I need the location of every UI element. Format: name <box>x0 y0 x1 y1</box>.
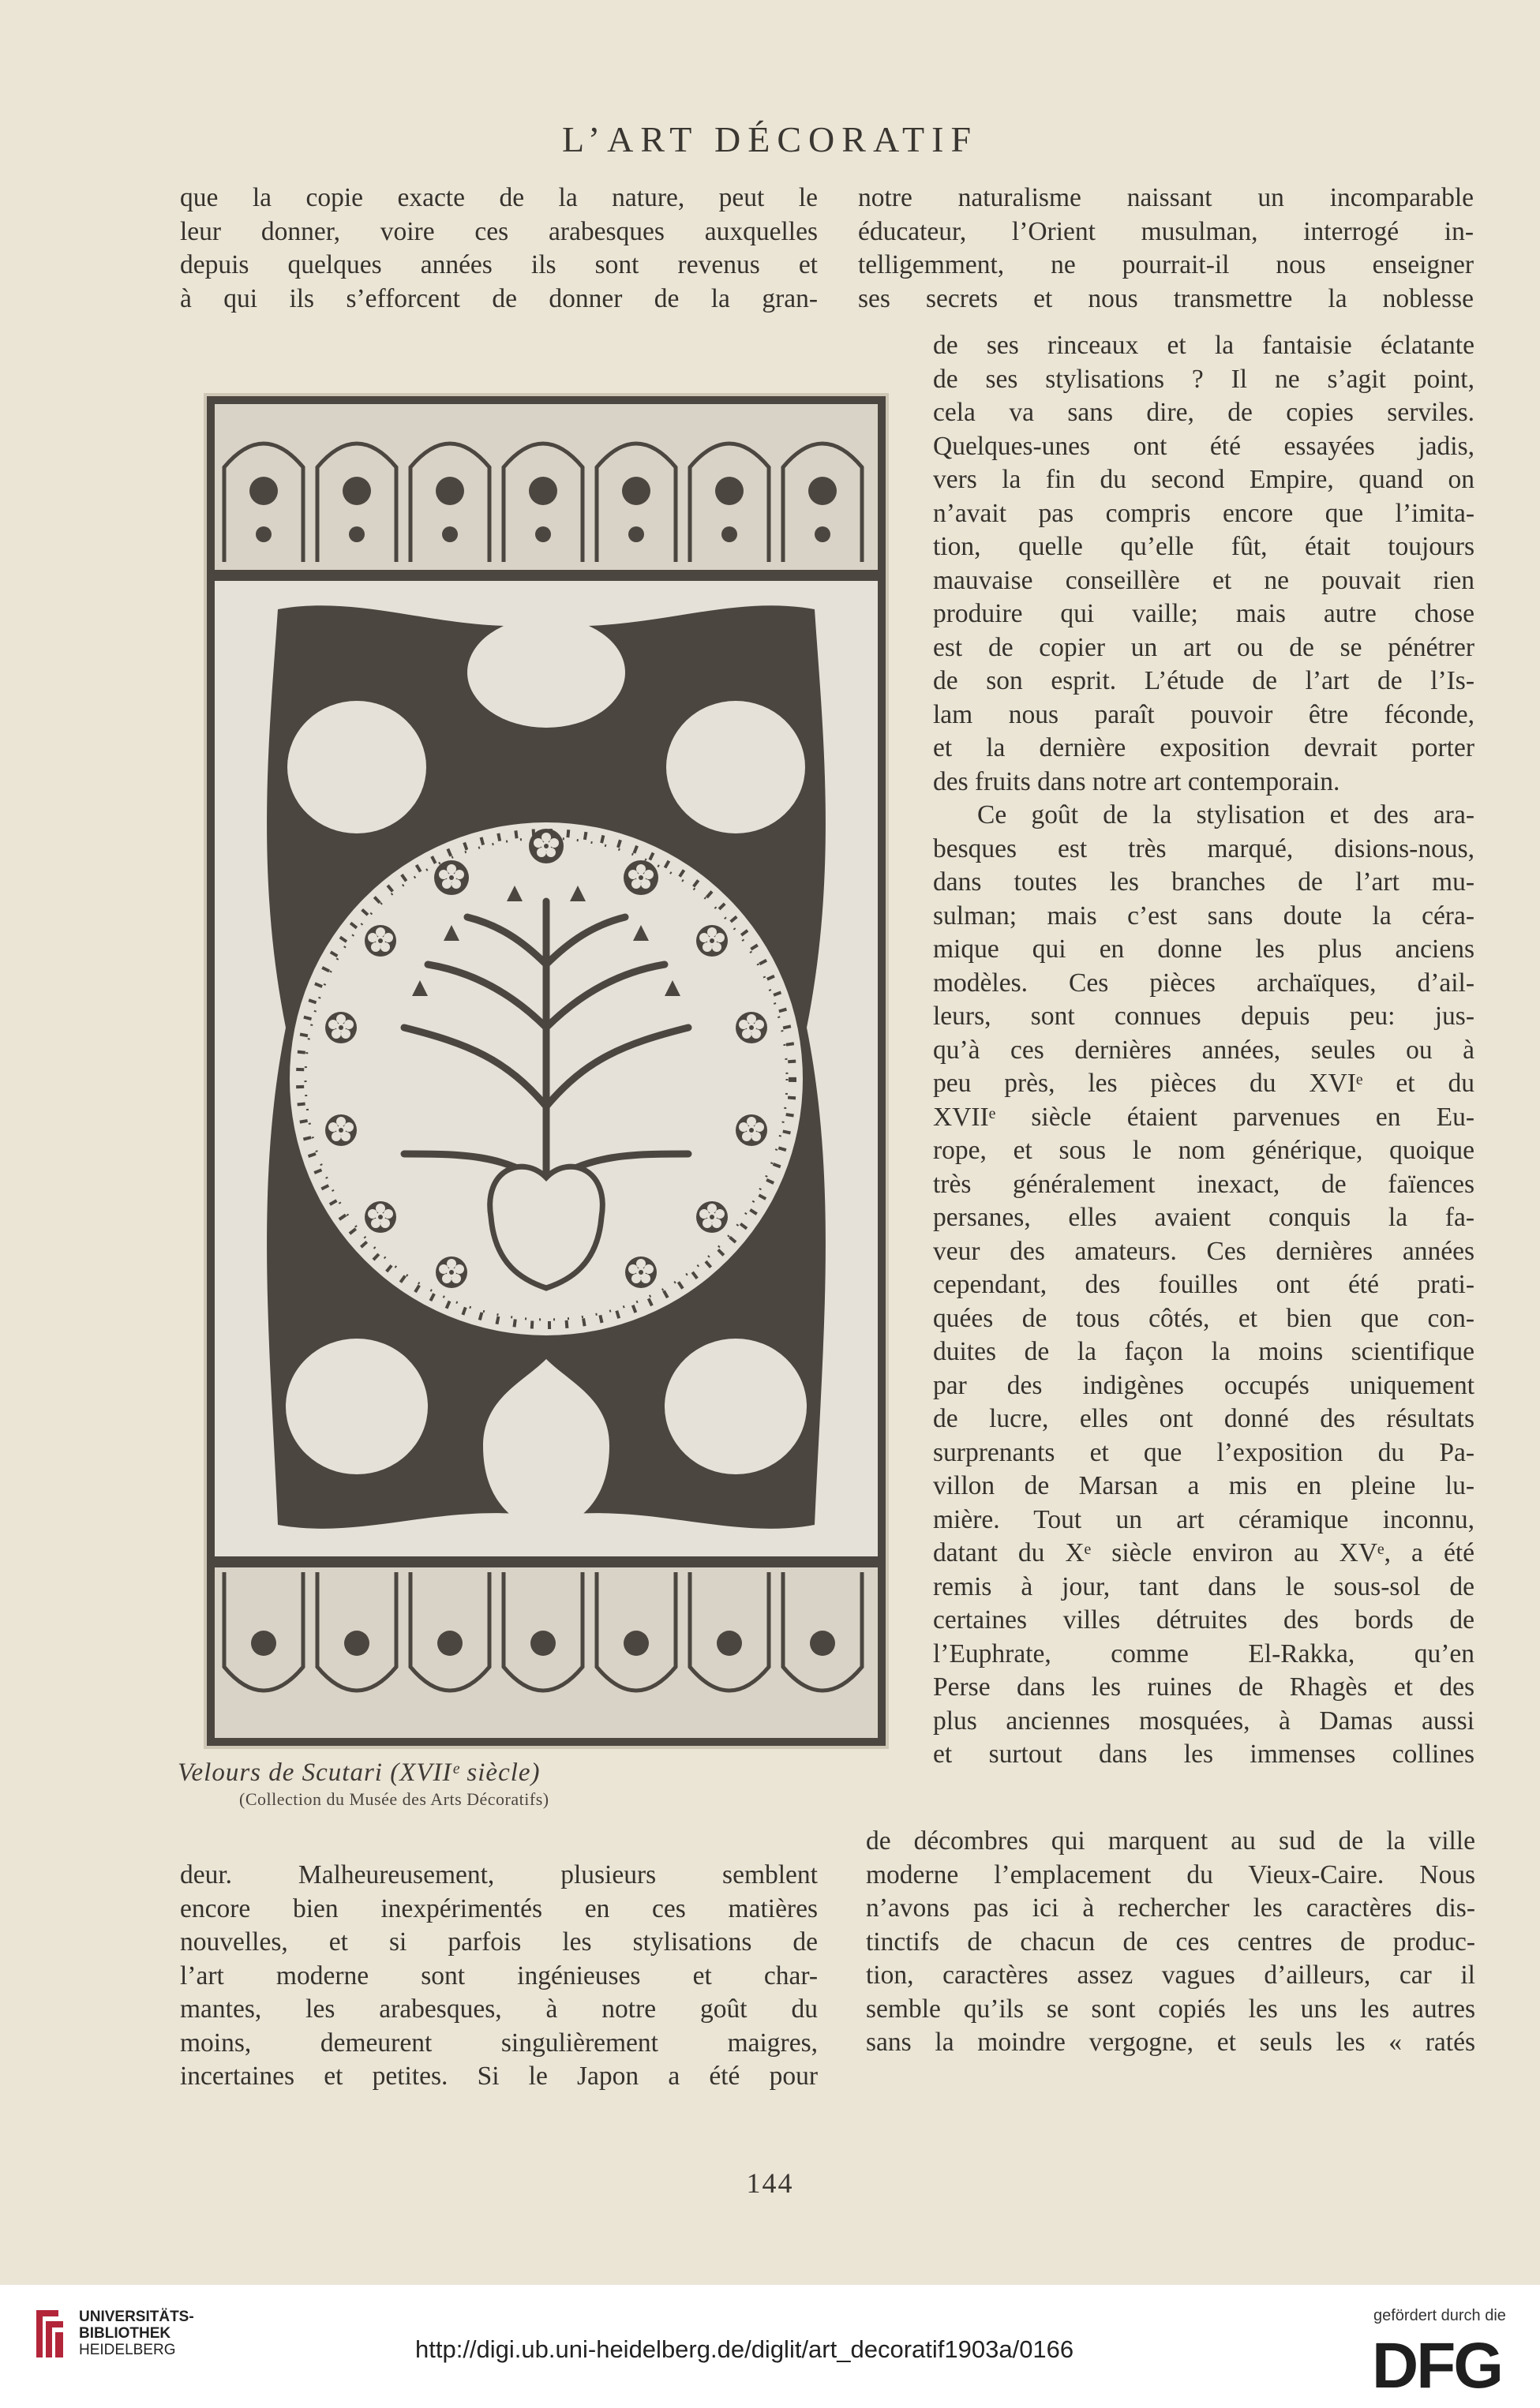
text-line: moins, demeurent singulièrement maigres, <box>180 2028 818 2058</box>
text-line: produire qui vaille; mais autre chose <box>933 599 1474 628</box>
text-line: mauvaise conseillère et ne pouvait rien <box>933 565 1474 595</box>
text-line: par des indigènes occupés uniquement <box>933 1370 1474 1400</box>
text-line: de ses stylisations ? Il ne s’agit point, <box>933 364 1474 394</box>
text-line: telligemment, ne pourrait-il nous enseigner <box>858 250 1474 279</box>
page-number: 144 <box>746 2167 794 2199</box>
text-line: dans toutes les branches de l’art mu- <box>933 867 1474 897</box>
text-line: besques est très marqué, disions-nous, <box>933 833 1474 863</box>
text-line: vers la fin du second Empire, quand on <box>933 465 1474 494</box>
text-line: encore bien inexpérimentés en ces matières <box>180 1893 818 1923</box>
text-line: mantes, les arabesques, à notre goût du <box>180 1994 818 2024</box>
velvet-textile-illustration <box>207 396 886 1746</box>
dfg-logo: DFG <box>1372 2330 1502 2402</box>
text-line: sans la moindre vergogne, et seuls les « ratés <box>866 2028 1475 2057</box>
text-line: tion, quelle qu’elle fût, était toujours <box>933 532 1474 561</box>
text-line: depuis quelques années ils sont revenus et <box>180 250 818 279</box>
text-line: notre naturalisme naissant un incomparable <box>858 183 1474 212</box>
caption-title: Velours de Scutari (XVIIᵉ siècle) <box>178 1758 541 1787</box>
text-line: ses secrets et nous transmettre la noblesse <box>858 283 1474 313</box>
right-column-narrow <box>933 329 1474 1772</box>
text-line: éducateur, l’Orient musulman, interrogé in- <box>858 216 1474 246</box>
right-column-top <box>858 182 1474 316</box>
text-line: leurs, sont connues depuis peu: jus- <box>933 1002 1474 1031</box>
text-line: leur donner, voire ces arabesques auxquelles <box>180 216 818 246</box>
text-line: très généralement inexact, de faïences <box>933 1169 1474 1199</box>
text-line: Ce goût de la stylisation et des ara- <box>977 800 1474 830</box>
text-line: semble qu’ils se sont copiés les uns les autres <box>866 1994 1475 2024</box>
text-line: l’art moderne sont ingénieuses et char- <box>180 1960 818 1990</box>
text-line: de son esprit. L’étude de l’art de l’Is- <box>933 666 1474 695</box>
left-column-top <box>180 182 818 316</box>
text-line: tion, caractères assez vagues d’ailleurs, car il <box>866 1960 1475 1990</box>
text-line: est de copier un art ou de se pénétrer <box>933 632 1474 662</box>
text-line: à qui ils s’efforcent de donner de la gran- <box>180 283 818 313</box>
text-line: veur des amateurs. Ces dernières années <box>933 1236 1474 1266</box>
right-column-bottom <box>866 1825 1475 2060</box>
text-line: n’avons pas ici à rechercher les caractères dis- <box>866 1893 1475 1923</box>
text-line: l’Euphrate, comme El-Rakka, qu’en <box>933 1638 1474 1668</box>
text-line: sulman; mais c’est sans doute la céra- <box>933 901 1474 931</box>
text-line: Quelques-unes ont été essayées jadis, <box>933 431 1474 461</box>
text-line: lam nous paraît pouvoir être féconde, <box>933 699 1474 729</box>
running-header: L’ART DÉCORATIF <box>561 119 979 159</box>
text-line: tinctifs de chacun de ces centres de produc- <box>866 1927 1475 1957</box>
text-line: mière. Tout un art céramique inconnu, <box>933 1504 1474 1534</box>
text-line: cependant, des fouilles ont été prati- <box>933 1270 1474 1299</box>
text-line: nouvelles, et si parfois les stylisations de <box>180 1927 818 1957</box>
text-line: quées de tous côtés, et bien que con- <box>933 1303 1474 1333</box>
text-line: rope, et sous le nom générique, quoique <box>933 1136 1474 1165</box>
text-line: n’avait pas compris encore que l’imita- <box>933 498 1474 528</box>
left-column-bottom <box>180 1859 818 2094</box>
text-line: XVIIᵉ siècle étaient parvenues en Eu- <box>933 1102 1474 1132</box>
text-line: moderne l’emplacement du Vieux-Caire. Nous <box>866 1859 1475 1889</box>
library-name-line: HEIDELBERG <box>79 2342 176 2358</box>
text-line: surprenants et que l’exposition du Pa- <box>933 1437 1474 1467</box>
text-line: incertaines et petites. Si le Japon a été pour <box>180 2062 818 2091</box>
text-line: persanes, elles avaient conquis la fa- <box>933 1203 1474 1232</box>
text-line: duites de la façon la moins scientifique <box>933 1337 1474 1366</box>
text-line: qu’à ces dernières années, seules ou à <box>933 1035 1474 1065</box>
text-line: mique qui en donne les plus anciens <box>933 934 1474 964</box>
text-line: que la copie exacte de la nature, peut le <box>180 183 818 212</box>
library-name-line: BIBLIOTHEK <box>79 2325 171 2342</box>
text-line: de lucre, elles ont donné des résultats <box>933 1404 1474 1433</box>
text-line: certaines villes détruites des bords de <box>933 1605 1474 1635</box>
text-line: remis à jour, tant dans le sous-sol de <box>933 1571 1474 1601</box>
text-line: et surtout dans les immenses collines <box>933 1740 1474 1769</box>
library-logo[interactable] <box>32 2309 194 2359</box>
text-line: plus anciennes mosquées, à Damas aussi <box>933 1706 1474 1736</box>
library-name-line: UNIVERSITÄTS- <box>79 2309 194 2325</box>
university-library-icon <box>32 2309 68 2359</box>
caption-credit: (Collection du Musée des Arts Décoratifs) <box>239 1789 549 1809</box>
text-line: datant du Xᵉ siècle environ au XVᵉ, a été <box>933 1538 1474 1567</box>
funder-label: gefördert durch die <box>1373 2307 1506 2324</box>
text-line: cela va sans dire, de copies serviles. <box>933 398 1474 427</box>
figure-caption <box>178 1758 651 1810</box>
permalink-url[interactable]: http://digi.ub.uni-heidelberg.de/diglit/art_decoratif1903a/0166 <box>415 2335 1074 2363</box>
text-line: deur. Malheureusement, plusieurs semblent <box>180 1860 818 1889</box>
text-line: Perse dans les ruines de Rhagès et des <box>933 1672 1474 1702</box>
text-line: de décombres qui marquent au sud de la ville <box>866 1826 1475 1856</box>
scutari-velvet-pattern-icon <box>207 396 886 1746</box>
text-line: et la dernière exposition devrait porter <box>933 733 1474 762</box>
viewer-footer <box>0 2285 1540 2408</box>
text-line: peu près, les pièces du XVIᵉ et du <box>933 1069 1474 1098</box>
text-line: de ses rinceaux et la fantaisie éclatante <box>933 331 1474 360</box>
text-line: villon de Marsan a mis en pleine lu- <box>933 1471 1474 1500</box>
text-line: modèles. Ces pièces archaïques, d’ail- <box>933 968 1474 998</box>
text-line: des fruits dans notre art contemporain. <box>933 766 1340 796</box>
